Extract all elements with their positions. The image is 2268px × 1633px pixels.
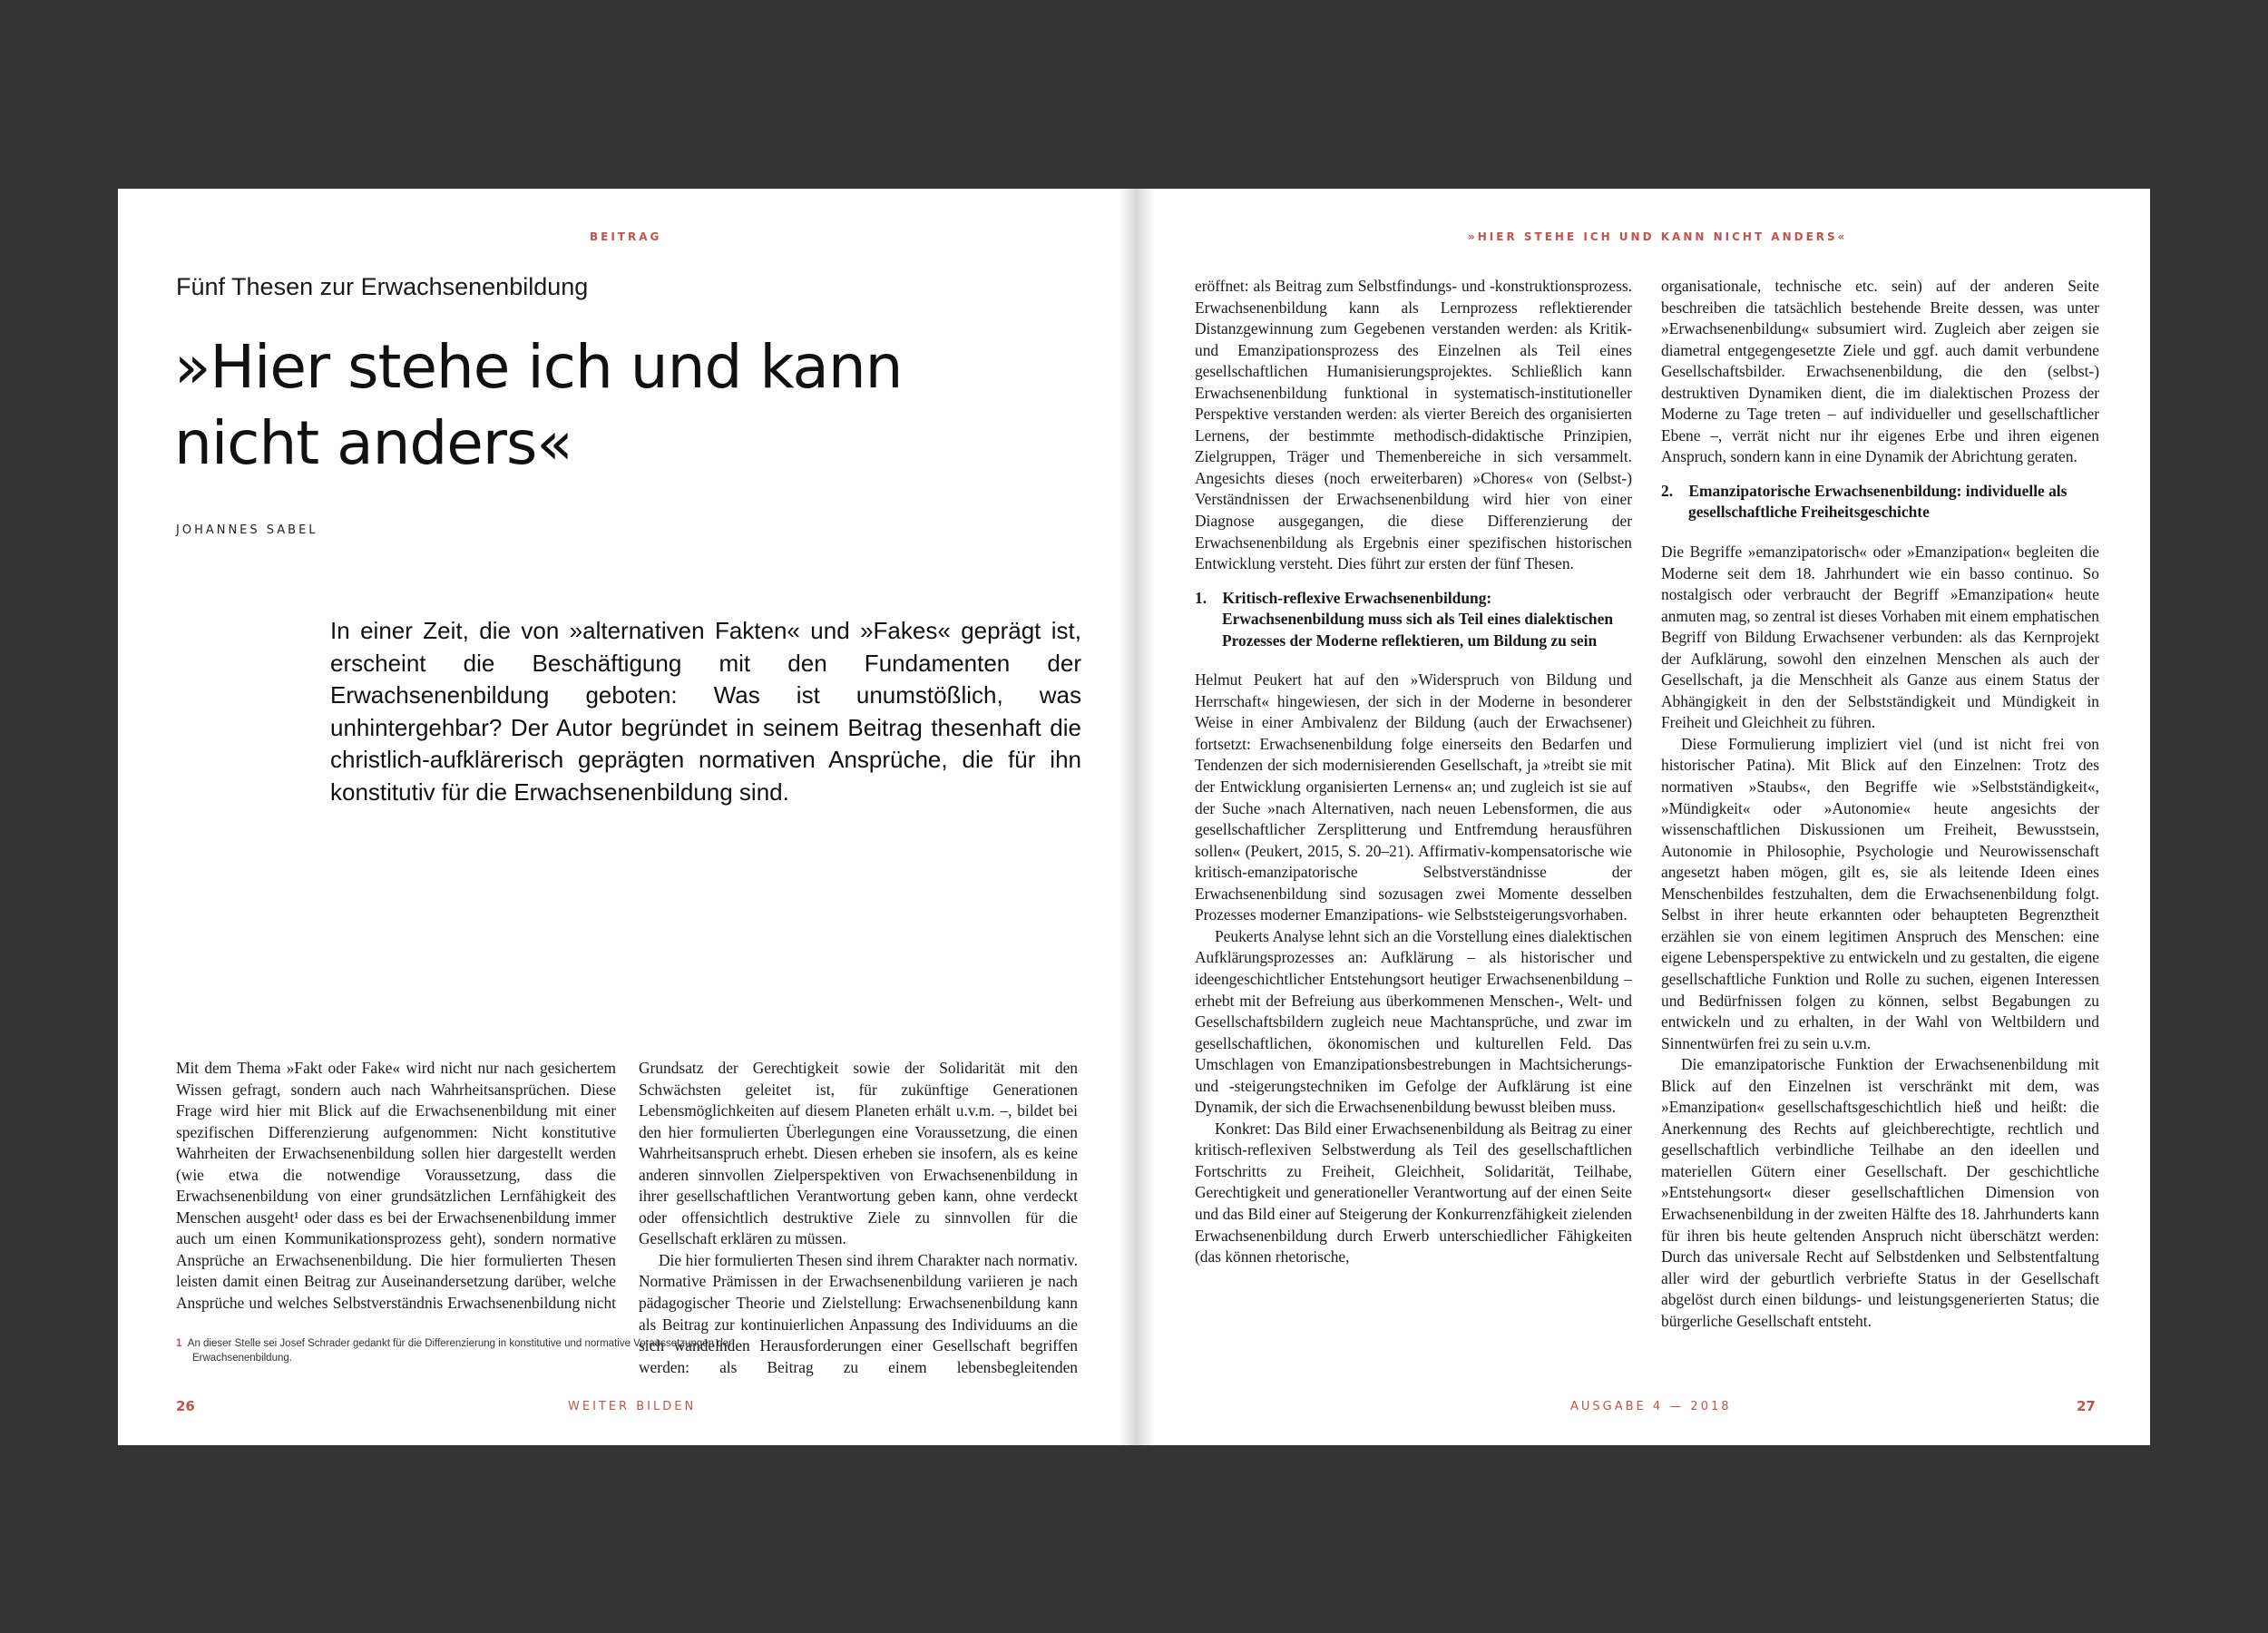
left-page <box>118 189 1137 1445</box>
footer-text: AUSGABE 4 — 2018 <box>1570 1400 1732 1413</box>
page-number: 26 <box>176 1398 195 1414</box>
author-name: JOHANNES SABEL <box>176 523 318 537</box>
running-head: BEITRAG <box>590 230 662 243</box>
text-column-1 <box>176 1058 616 1315</box>
footer-text: WEITER BILDEN <box>568 1400 697 1413</box>
section-heading-1: 1. Kritisch-reflexive Erwachsenenbildung: Erwachsenenbildung muss sich als Teil eines dialektischen Prozesses der Moderne reflektieren, um Bildung zu sein <box>1195 588 1613 650</box>
footnote-number: 1 <box>176 1338 182 1349</box>
footnote-text: An dieser Stelle sei Josef Schrader gedankt für die Differenzierung in konstitutive und normative Voraussetzungen der Erwachsenenbildung. <box>187 1338 732 1364</box>
running-head: »HIER STEHE ICH UND KANN NICHT ANDERS« <box>1468 230 1848 243</box>
paragraph: Die Begriffe »emanzipatorisch« oder »Emanzipation« begleiten die Moderne seit dem 18. Jahrhundert wie ein basso continuo. So nostalgisch oder verbraucht der Begriff »Emanzipation« heute anmuten mag, so zentral ist dieses Vorhaben mit einem emphatischen Begriff von Bildung Erwachsener verbunden: als das Kernprojekt der Aufklärung, sowohl den einzelnen Menschen als auch der Gesellschaft, ja die Menschheit als Ganze aus einem Status der Abhängigkeit in den der Selbstständigkeit und Mündigkeit in Freiheit und Gleichheit zu führen. <box>1661 543 2099 732</box>
spine-shadow <box>1137 189 1155 1445</box>
text-column-4 <box>1661 276 2099 1384</box>
lead-paragraph: In einer Zeit, die von »alternativen Fakten« und »Fakes« geprägt ist, erscheint die Beschäftigung mit den Fundamenten der Erwachsenenbildung geboten: Was ist unumstößlich, was unhintergehbar? Der Autor begründet in seinem Beitrag thesenhaft die christlich-aufklärerisch geprägten normativen Ansprüche, die für ihn konstitutiv für die Erwachsenenbildung sind. <box>330 617 1081 806</box>
text-column-3 <box>1195 276 1632 1384</box>
kicker: Fünf Thesen zur Erwachsenenbildung <box>176 273 589 300</box>
text-column-2 <box>639 1058 1078 1379</box>
footnote <box>176 1336 755 1365</box>
paragraph: Konkret: Das Bild einer Erwachsenenbildung als Beitrag zu einer kritisch-reflexiven Selbstwerdung als Teil des gesellschaftlichen Fortschritts zu Freiheit, Gleichheit, Solidarität, Teilhabe, Gerechtigkeit und generationeller Verantwortung auf der einen Seite und das Bild einer auf Steigerung der Konkurrenzfähigkeit zielenden Erwachsenenbildung durch Erwerb unterschiedlicher Fähigkeiten (das können rhetorische, <box>1195 1119 1632 1266</box>
paragraph: Helmut Peukert hat auf den »Widerspruch von Bildung und Herrschaft« hingewiesen, der sich in der Moderne in besonderer Weise in einer Ambivalenz der Bildung (auch der Erwachsener) fortsetzt: Erwachsenenbildung folge einerseits den Bedarfen und Tendenzen der sich modernisierenden Gesellschaft, ja »treibt sie mit der Entwicklung organisierten Lernens« an; und zugleich ist sie auf der Suche »nach Alternativen, nach neuen Lebensformen, die aus gesellschaftlicher Zersplitterung und Entfremdung herausführen sollen« (Peukert, 2015, S. 20–21). Affirmativ-kompensatorische wie kritisch-emanzipatorische Selbstverständnisse der Erwachsenenbildung sind sozusagen zwei Momente desselben Prozesses moderner Emanzipations- wie Selbststeigerungsvorhaben. <box>1195 670 1632 924</box>
paragraph: Peukerts Analyse lehnt sich an die Vorstellung eines dialektischen Aufklärungsprozesses an: Aufklärung – als historischer und ideengeschichtlicher Entstehungsort heutiger Erwachsenenbildung – erhebt mit der Befreiung aus überkommenen Menschen-, Welt- und Gesellschaftsbildern zugleich neue Machtansprüche, und zwar im gesellschaftlichen, ökonomischen und kulturellen Feld. Das Umschlagen von Emanzipationsbestrebungen in Machtsicherungs- und -steigerungstechniken im Gefolge der Aufklärung ist eine Dynamik, der sich die Erwachsenenbildung bewusst bleiben muss. <box>1195 926 1632 1117</box>
paragraph: Mit dem Thema »Fakt oder Fake« wird nicht nur nach gesichertem Wissen gefragt, sondern auch nach Wahrheitsansprüchen. Diese Frage wird hier mit Blick auf die Erwachsenenbildung mit einer spezifischen Differenzierung aufgenommen: Nicht konstitutive Wahrheiten der Erwachsenenbildung sollen hier dargestellt werden (wie etwa die notwendige Voraussetzung, dass die Erwachsenenbildung von einer grundsätzlichen Lernfähigkeit des Menschen ausgeht¹ oder dass es bei der Erwachsenenbildung immer auch um einen Kommunikationsprozess geht), sondern normative Ansprüche an Erwachsenenbildung. Die hier formulierten Thesen leisten damit einen Beitrag zur Auseinandersetzung darüber, welche Ansprüche und welches Selbstverständnis Erwachsenenbildung nicht <box>176 1059 616 1313</box>
paragraph: Grundsatz der Gerechtigkeit sowie der Solidarität mit den Schwächsten geleitet ist, für zukünftige Generationen Lebensmöglichkeiten auf diesem Planeten erhält u.v.m. –, bildet bei den hier formulierten Überlegungen eine Voraussetzung, die einen Wahrheitsanspruch erhebt. Diesen erheben sie insofern, als es keine anderen sinnvollen Zielperspektiven von Erwachsenenbildung in ihrer gesellschaftlichen Verantwortung geben kann, ohne verdeckt oder offensichtlich destruktive Ziele zu sinnvollen für die Gesellschaft erklären zu müssen. <box>639 1059 1078 1248</box>
section-heading-2: 2. Emanzipatorische Erwachsenenbildung: individuelle als gesellschaftliche Freiheitsgeschichte <box>1661 481 2068 522</box>
paragraph: Die hier formulierten Thesen sind ihrem Charakter nach normativ. Normative Prämissen in der Erwachsenenbildung variieren je nach pädagogischer Theorie und Zielstellung: Erwachsenenbildung kann als Beitrag zur kontinuierlichen Anpassung des Individuums an die sich wandelnden Herausforderungen einer Gesellschaft begriffen werden: als Beitrag zu einem lebensbegleitenden <box>639 1250 1078 1376</box>
paragraph: Die emanzipatorische Funktion der Erwachsenenbildung mit Blick auf den Einzelnen ist verschränkt mit dem, was »Emanzipation« gesellschaftsgeschichtlich hieß und heißt: die Anerkennung des Rechts auf gleichberechtigte, rechtlich und gesellschaftlich verbindliche Teilhabe an den ideellen und materiellen Gütern einer Gesellschaft. Der geschichtliche »Entstehungsort« dieser gesellschaftlichen Dimension von Erwachsenenbildung in der zweiten Hälfte des 18. Jahrhunderts kann für ihren bis heute geltenden Anspruch nicht überschätzt werden: Durch das universale Recht auf Selbstdenken und Selbstentfaltung aller wird der geburtlich verbriefte Status in der Gesellschaft abgelöst durch einen bildungs- und leistungsgenerierten Status; die bürgerliche Gesellschaft entsteht. <box>1661 1055 2099 1330</box>
article-title: »Hier stehe ich und kann nicht anders« <box>174 332 903 478</box>
paragraph: eröffnet: als Beitrag zum Selbstfindungs- und -konstruktionsprozess. Erwachsenenbildung kann als Lernprozess reflektierender Distanzgewinnung zum Gegebenen verstanden werden: als Kritik- und Emanzipationsprozess des Einzelnen als Teil eines gesellschaftlichen Humanisierungsprojektes. Schließlich kann Erwachsenenbildung funktional in systematisch-institutioneller Perspektive verstanden werden: als vierter Bereich des organisierten Lernens, der bestimmte methodisch-didaktische Prinzipien, Zielgruppen, Träger und Themenbereiche in sich versammelt. Angesichts dieses (noch erweiterbaren) »Chores« von (Selbst-) Verständnissen der Erwachsenenbildung wird hier von einer Diagnose ausgegangen, die diese Differenzierung der Erwachsenenbildung als Ergebnis einer spezifischen historischen Entwicklung versteht. Dies führt zur ersten der fünf Thesen. <box>1195 277 1632 573</box>
paragraph: Diese Formulierung impliziert viel (und ist nicht frei von historischer Patina). Mit Blick auf den Einzelnen: Trotz des normativen »Staubs«, den Begriffe wie »Selbstständigkeit«, »Mündigkeit« oder »Autonomie« heute angesichts der wissenschaftlichen Diskussionen um Freiheit, Bewusstsein, Autonomie in Philosophie, Psychologie und Neurowissenschaft angesetzt haben mögen, gilt es, sie als leitende Ideen eines Menschenbildes festzuhalten, dem die Erwachsenenbildung folgt. Selbst in ihrer heute erkannten oder behaupteten Begrenztheit erzählen sie von einem legitimen Anspruch des Menschen: eine eigene Lebensperspektive zu entwickeln und zu gestalten, die eigene gesellschaftliche Funktion und Rolle zu suchen, eigenen Interessen und Bedürfnissen folgen zu können, selbst Begabungen zu entwickeln und zu erhalten, in der Wahl von Weltbildern und Sinnentwürfen frei zu sein u.v.m. <box>1661 734 2099 1052</box>
spine-shadow <box>1119 189 1137 1445</box>
paragraph: organisationale, technische etc. sein) auf der anderen Seite beschreiben die tatsächlich bestehende Breite dessen, was unter »Erwachsenenbildung« subsumiert wird. Zugleich aber zeigen sie diametral entgegengesetzte Ziele und ggf. auch damit verbundene Gesellschaftsbilder. Erwachsenenbildung, die den (selbst-) destruktiven Dynamiken dient, die im dialektischen Prozess der Moderne zu Tage treten – auf individueller und gesellschaftlicher Ebene –, verrät nicht nur ihr eigenes Erbe und ihren eigenen Anspruch, sondern kann in eine Dynamik der Abrichtung geraten. <box>1661 277 2099 466</box>
page-number: 27 <box>2077 1398 2096 1414</box>
right-page <box>1137 189 2150 1445</box>
